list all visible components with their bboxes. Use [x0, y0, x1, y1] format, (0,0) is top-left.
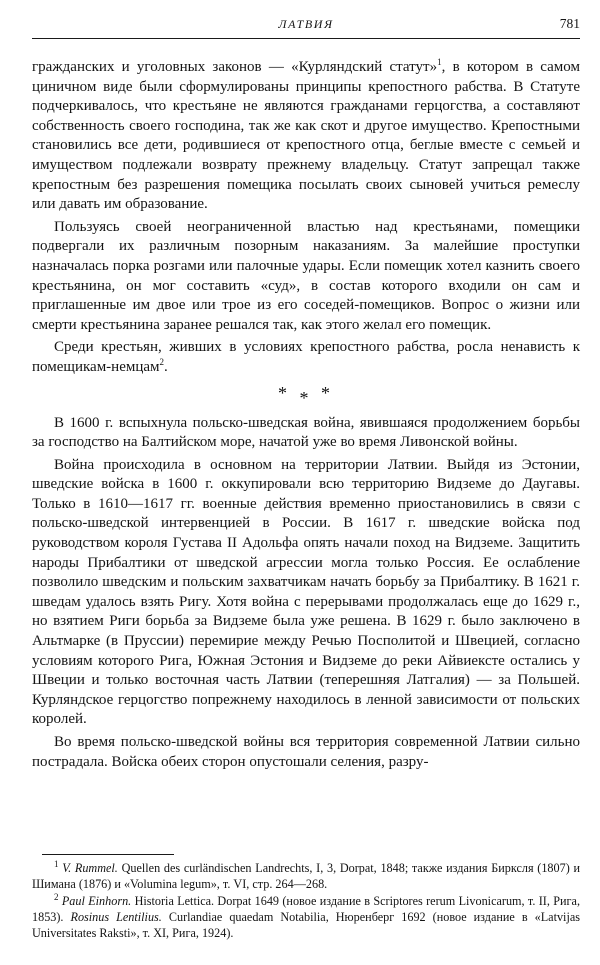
- separator-star-left: *: [278, 382, 291, 403]
- main-text: [32, 58, 580, 772]
- paragraph-3-text-b: .: [164, 358, 168, 375]
- separator-star-right: *: [321, 382, 334, 403]
- paragraph-6: Во время польско-шведской войны вся территория современной Латвии сильно пострадала. Войска обеих сторон опустошали селения, разру-: [32, 734, 580, 770]
- footnote-2-author-2: Rosinus Lentilius.: [70, 909, 162, 924]
- paragraph-4: В 1600 г. вспыхнула польско-шведская война, явившаяся продолжением борьбы за господство на Балтийском море, начатой уже во время Ливонской войны.: [32, 414, 580, 451]
- footnote-divider: [42, 854, 174, 855]
- footnote-1: [32, 860, 580, 893]
- paragraph-1: [32, 58, 580, 215]
- separator-star-middle: *: [299, 387, 313, 408]
- page-number: 781: [559, 16, 580, 31]
- footnote-ref-1: 1: [437, 57, 442, 67]
- paragraph-3: [32, 338, 580, 377]
- paragraph-5: Война происходила в основном на территории Латвии. Выйдя из Эстонии, шведские войска в 1600 г. оккупировали всю территорию Видземе до Даугавы. Только в 1610—1617 гг. военные действия временно приостановились в связи с польско-шведской интервенцией в России. В 1617 г. шведские войска под руководством короля Густава II Адольфа опять начали поход на Видземе. Защитить народы Прибалтики от шведской агрессии могла только Россия. Ее ослабление позволило шведским и польским захватчикам начать борьбу за Прибалтику. В 1621 г. шведам удалось взять Ригу. Хотя война с перерывами продолжалась еще до 1629 г., но взятием Риги борьба за Видземе была уже решена. В 1629 г. было заключено в Альтмарке (в Пруссии) перемирие между Речью Посполитой и Швецией, согласно условиям которого Рига, Южная Эстония и Видземе до реки Айвиексте остались у Швеции и только восточная часть Латвии (теперешняя Латгалия) — за Польшей. Курляндское герцогство попрежнему находилось в ленной зависимости от польских королей.: [32, 456, 580, 728]
- header-title: ЛАТВИЯ: [278, 17, 334, 31]
- footnote-2-marker: 2: [54, 891, 59, 902]
- running-header: [32, 16, 580, 39]
- footnotes: [32, 860, 580, 941]
- footnote-2-text-a: Historia Lettica. Dorpat 1649 (новое издание в Scriptores rerum Livonicarum, т. II, Рига, 1853).: [32, 893, 581, 924]
- footnote-1-text: Quellen des curländischen Landrechts, I, 3, Dorpat, 1848; также издания Бирксля (1807) и Шимана (1876) и «Volumina legum», т. VI, стр. 264—268.: [32, 861, 581, 892]
- section-separator: [32, 382, 580, 408]
- footnote-2-text-b: Curlandiae quaedam Notabilia, Нюренберг 1692 (новое издание в «Latvijas Universitates Raksti», т. XI, Рига, 1924).: [32, 909, 580, 941]
- paragraph-3-text-a: Среди крестьян, живших в условиях крепостного рабства, росла ненависть к помещикам-немцам: [32, 339, 580, 375]
- footnote-1-author: V. Rummel.: [62, 861, 118, 875]
- footnote-1-marker: 1: [54, 858, 59, 869]
- footnote-2-author: Paul Einhorn.: [61, 893, 132, 908]
- paragraph-1-text-b: , в котором в самом циничном виде были сформулированы принципы крепостного рабства. В Статуте подчеркивалось, что крестьяне не являются гражданами герцогства, а составляют собственность своего господина, так же как скот и другое имущество. Крепостными становились все дети, родившиеся от крепостного отца, беглые вместе с семьей и имуществом подлежали возврату прежнему владельцу. Статут запрещал также крепостным без разрешения помещика посылать своих сыновей учиться ремеслу или давать им образование.: [32, 59, 581, 213]
- footnote-2: [32, 893, 580, 942]
- paragraph-2: Пользуясь своей неограниченной властью над крестьянами, помещики подвергали их различным позорным наказаниям. За малейшие проступки назначалась порка розгами или палочные удары. Если помещик хотел казнить своего крестьянина, он мог составить «суд», в состав которого входили он сам и приглашенные им двое или трое из его соседей-помещиков. Вопрос о жизни или смерти крестьянина заранее решался так, как этого желал его помещик.: [32, 218, 580, 333]
- paragraph-1-text-a: гражданских и уголовных законов — «Курляндский статут»: [32, 59, 438, 75]
- footnote-ref-2: 2: [159, 356, 165, 367]
